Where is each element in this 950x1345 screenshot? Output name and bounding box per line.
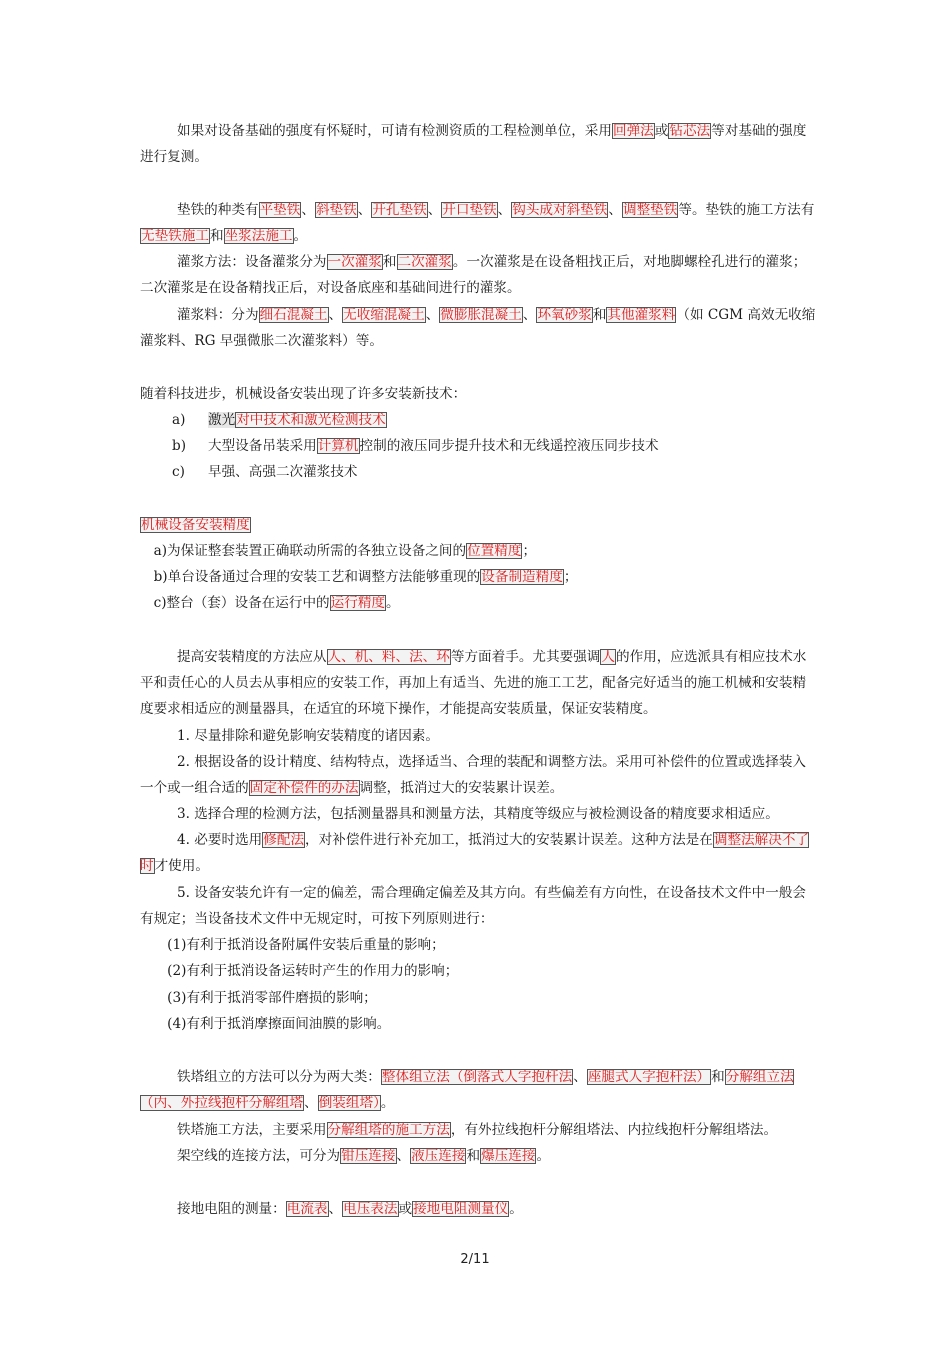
paragraph-b20	[140, 958, 816, 984]
text-run: ，对补偿件进行补充加工，抵消过大的安装累计误差。这种方法是在	[305, 832, 713, 848]
highlighted-term: 修配法	[263, 832, 305, 848]
highlighted-term: 钻芯法	[669, 123, 711, 139]
highlighted-term: 液压连接	[411, 1148, 466, 1164]
paragraph-b6	[172, 407, 812, 433]
paragraph-b10	[140, 538, 816, 564]
paragraph-b4	[140, 302, 816, 354]
text-run: (2)有利于抵消设备运转时产生的作用力的影响；	[140, 963, 459, 979]
list-marker: a)	[172, 412, 186, 428]
text-run: 。	[536, 1148, 551, 1164]
highlighted-term: 斜垫铁	[315, 202, 357, 218]
highlighted-term: 开口垫铁	[442, 202, 497, 218]
highlighted-term: 倒装组塔）	[318, 1095, 380, 1111]
paragraph-b17	[140, 827, 816, 879]
highlighted-term: 机械设备安装精度	[141, 517, 250, 533]
highlighted-term: 二次灌浆	[397, 254, 452, 270]
text-run: 、	[301, 202, 315, 218]
paragraph-b3	[140, 249, 816, 301]
text-run: 等方面着手。尤其要强调	[450, 649, 601, 665]
text-run: 、	[522, 307, 537, 323]
highlighted-term: 电压表法	[343, 1201, 398, 1217]
paragraph-b21	[140, 985, 816, 1011]
text-run: 、	[304, 1095, 318, 1111]
paragraph-b11	[140, 564, 816, 590]
text-run: 1. 尽量排除和避免影响安装精度的诸因素。	[177, 728, 439, 744]
highlighted-term: 电流表	[286, 1201, 328, 1217]
text-run: ，有外拉线抱杆分解组塔法、内拉线抱杆分解组塔法。	[450, 1122, 778, 1138]
text-run: 铁塔施工方法，主要采用	[177, 1122, 327, 1138]
text-run: 3. 选择合理的检测方法，包括测量器具和测量方法，其精度等级应与被检测设备的精度要求相适应。	[177, 806, 779, 822]
text-run: 、	[328, 1201, 343, 1217]
highlighted-term: 运行精度	[330, 595, 386, 611]
text-run: 或	[654, 123, 669, 139]
text-run: 早强、高强二次灌浆技术	[208, 464, 358, 480]
text-run: 和	[592, 307, 607, 323]
text-run: 。	[380, 1095, 395, 1111]
highlighted-term: 对中技术和激光检测技术	[236, 412, 386, 428]
highlighted-term: 座腿式人字抱杆法）	[587, 1069, 711, 1085]
highlighted-term: 其他灌浆料	[607, 307, 676, 323]
text-run: 、	[608, 202, 622, 218]
text-run: (4)有利于抵消摩擦面间油膜的影响。	[140, 1016, 391, 1032]
paragraph-b7	[172, 433, 812, 459]
highlighted-term: 计算机	[317, 438, 359, 454]
highlighted-term: 人	[601, 649, 615, 665]
text-run: b)单台设备通过合理的安装工艺和调整方法能够重现的	[140, 569, 481, 585]
highlighted-term: 调整法解决不了时	[140, 832, 810, 874]
text-run: 垫铁的种类有	[177, 202, 259, 218]
text-run: 才使用。	[154, 858, 209, 874]
highlighted-term: 固定补偿件的办法	[249, 780, 359, 796]
text-run: 等。垫铁的施工方法有	[678, 202, 815, 218]
text-run: 提高安装精度的方法应从	[177, 649, 327, 665]
paragraph-b13	[140, 644, 816, 722]
highlighted-term: 分解组塔的施工方法	[327, 1122, 450, 1138]
highlighted-term: 钩头成对斜垫铁	[512, 202, 608, 218]
highlighted-term: 开孔垫铁	[372, 202, 427, 218]
text-run: 4. 必要时选用	[177, 832, 263, 848]
text-run: 灌浆料：分为	[177, 307, 259, 323]
highlighted-term: 环氧砂浆	[537, 307, 592, 323]
highlighted-term: 无垫铁施工	[141, 228, 209, 244]
text-run: 接地电阻的测量：	[177, 1201, 286, 1217]
list-marker: c)	[172, 464, 185, 480]
highlighted-term: 回弹法	[613, 123, 654, 139]
text-run: 的作用，应选派具有相应技术水平和责任心的人员去从事相应的安装工作，再加上有适当、先进的施工工艺，配备完好适当的施工机械和安装精度要求相适应的测量器具，在适宜的环境下操作，才能提高安装质量，保证安装精度。	[140, 649, 807, 717]
text-run: 随着科技进步，机械设备安装出现了许多安装新技术：	[140, 386, 467, 402]
text-run: c)整台（套）设备在运行中的	[140, 595, 330, 611]
text-run: 和	[382, 254, 397, 270]
paragraph-b16	[140, 801, 816, 827]
text-run: 、	[328, 307, 343, 323]
highlighted-term: 坐浆法施工	[224, 228, 293, 244]
highlighted-term: 位置精度	[467, 543, 522, 559]
paragraph-b26	[140, 1196, 816, 1222]
text-run: ；	[563, 569, 578, 585]
text-run: 、	[425, 307, 440, 323]
text-run: 5. 设备安装允许有一定的偏差，需合理确定偏差及其方向。有些偏差有方向性，在设备技术文件中一般会有规定；当设备技术文件中无规定时，可按下列原则进行：	[140, 885, 807, 927]
page-number: 2/11	[460, 1252, 490, 1267]
paragraph-b23	[140, 1064, 816, 1116]
text-run: 、	[573, 1069, 587, 1085]
text-run: 或	[398, 1201, 413, 1217]
text-run: 大型设备吊装采用	[208, 438, 317, 454]
highlighted-term: 爆压连接	[481, 1148, 536, 1164]
highlighted-term: 无收缩混凝土	[343, 307, 425, 323]
paragraph-b25	[140, 1143, 816, 1169]
highlighted-term: 微膨胀混凝土	[440, 307, 522, 323]
text-run: 。	[293, 228, 308, 244]
text-run: 。	[509, 1201, 523, 1217]
highlighted-term: 平垫铁	[259, 202, 301, 218]
text-run: 、	[396, 1148, 411, 1164]
text-run: 。	[386, 595, 400, 611]
text-run: 架空线的连接方法，可分为	[177, 1148, 341, 1164]
paragraph-b2	[140, 197, 816, 249]
text-run: 铁塔组立的方法可以分为两大类：	[177, 1069, 381, 1085]
text-run: a)为保证整套装置正确联动所需的各独立设备之间的	[140, 543, 467, 559]
text-run: 2. 根据设备的设计精度、结构特点，选择适当、合理的装配和调整方法。采用可补偿件的位置或选择装入一个或一组合适的	[140, 754, 807, 796]
text-run: (3)有利于抵消零部件磨损的影响；	[140, 990, 377, 1006]
list-marker: b)	[172, 438, 187, 454]
highlighted-term: 整体组立法（倒落式人字抱杆法	[381, 1069, 573, 1085]
text-run: 控制的液压同步提升技术和无线遥控液压同步技术	[359, 438, 659, 454]
text-run: 和	[209, 228, 224, 244]
text-run: （如 CGM 高效无收缩灌浆料、RG 早强微胀二次灌浆料）等。	[140, 307, 816, 349]
highlighted-term: 人、机、料、法、环	[327, 649, 450, 665]
text-run: 如果对设备基础的强度有怀疑时，可请有检测资质的工程检测单位，采用	[177, 123, 612, 139]
paragraph-b22	[140, 1011, 816, 1037]
highlighted-term: 一次灌浆	[327, 254, 382, 270]
text-run: 灌浆方法：设备灌浆分为	[177, 254, 327, 270]
paragraph-b12	[140, 590, 816, 616]
text-run: 等对基础的强度进行复测。	[140, 123, 807, 165]
paragraph-b1	[140, 118, 816, 170]
paragraph-b15	[140, 749, 816, 801]
text-run: 、	[357, 202, 372, 218]
paragraph-b24	[140, 1117, 816, 1143]
text-run: ；	[522, 543, 537, 559]
text-run: 、	[497, 202, 512, 218]
highlighted-term: 设备制造精度	[481, 569, 563, 585]
paragraph-b14	[140, 723, 816, 749]
highlighted-term: 接地电阻测量仪	[413, 1201, 509, 1217]
paragraph-b9	[140, 512, 816, 538]
text-run: 调整，抵消过大的安装累计误差。	[359, 780, 564, 796]
paragraph-b5	[140, 381, 816, 407]
text-run: 和	[711, 1069, 725, 1085]
highlighted-term: 钳压连接	[341, 1148, 396, 1164]
text-run: 。一次灌浆是在设备粗找正后，对地脚螺栓孔进行的灌浆；二次灌浆是在设备精找正后，对设备底座和基础间进行的灌浆。	[140, 254, 807, 296]
text-run: (1)有利于抵消设备附属件安装后重量的影响；	[140, 937, 445, 953]
highlighted-term: 细石混凝土	[259, 307, 328, 323]
text-run: 、	[427, 202, 442, 218]
highlighted-term: 分解组立法（内、外拉线抱杆分解组塔	[140, 1069, 794, 1111]
paragraph-b18	[140, 880, 816, 932]
shaded-text: 激光	[208, 412, 236, 428]
paragraph-b8	[172, 459, 812, 485]
highlighted-term: 调整垫铁	[623, 202, 678, 218]
text-run: 和	[466, 1148, 481, 1164]
paragraph-b19	[140, 932, 816, 958]
